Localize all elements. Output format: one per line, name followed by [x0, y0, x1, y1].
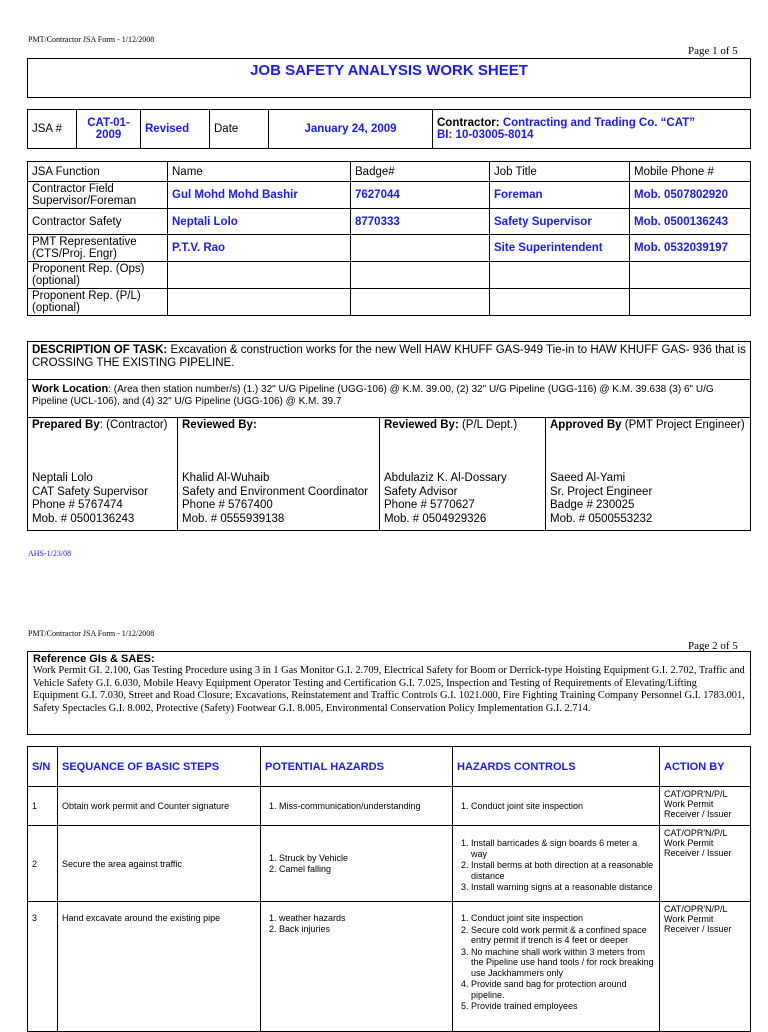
- work-location: [28, 380, 751, 418]
- signoff-phone: Badge # 230025: [550, 499, 635, 511]
- signoff-role: Approved By: [550, 419, 622, 431]
- person-phone: Mob. 0507802920: [630, 182, 751, 209]
- signoff-name: Neptali Lolo: [32, 472, 93, 484]
- date-value: January 24, 2009: [269, 110, 433, 149]
- signoff-role-note: (P/L Dept.): [458, 419, 518, 431]
- table-row: [28, 826, 751, 902]
- contractor-label: Contractor:: [437, 117, 500, 129]
- page-footer: AHS-1/23/08: [28, 549, 72, 558]
- table-row: [28, 289, 751, 316]
- task-text: Excavation & construction works for the new Well HAW KHUFF GAS-949 Tie-in to HAW KHUFF GAS- 936 that is CROSSING THE EXISTING PIPELINE.: [32, 344, 746, 369]
- signoff-mobile: Mob. # 0500136243: [32, 512, 135, 525]
- page-title: JOB SAFETY ANALYSIS WORK SHEET: [250, 62, 528, 79]
- jsa-function: PMT Representative (CTS/Proj. Engr): [28, 235, 168, 262]
- col-header-sn: S/N: [28, 747, 58, 787]
- jsa-function: Proponent Rep. (P/L) (optional): [28, 289, 168, 316]
- table-row: [28, 787, 751, 826]
- jsa-function: Proponent Rep. (Ops) (optional): [28, 262, 168, 289]
- row-controls: [453, 787, 660, 826]
- signoff-reviewed-2: [380, 418, 546, 531]
- row-action: CAT/OPR'N/P/L Work Permit Receiver / Issuer: [660, 902, 751, 1032]
- row-step: Secure the area against traffic: [58, 826, 261, 902]
- task-table: [27, 341, 751, 531]
- jsa-label: JSA #: [28, 110, 77, 149]
- signoff-mobile: Mob. # 0555939138: [182, 512, 285, 525]
- location-label: Work Location: [32, 383, 109, 395]
- signoff-reviewed-1: [178, 418, 380, 531]
- title-box: [27, 58, 751, 98]
- control-item: Provide trained employees: [471, 1001, 578, 1011]
- row-sn: 3: [28, 902, 58, 1032]
- row-step: Obtain work permit and Counter signature: [58, 787, 261, 826]
- row-hazards: [261, 787, 453, 826]
- contractor-value: Contracting and Trading Co. “CAT”: [502, 117, 695, 129]
- table-row: [28, 209, 751, 235]
- person-badge: [351, 235, 490, 262]
- col-header: Mobile Phone #: [630, 162, 751, 182]
- signoff-name: Saeed Al-Yami: [550, 472, 626, 484]
- signoff-name: Abdulaziz K. Al-Dossary: [384, 472, 507, 484]
- page-number: Page 1 of 5: [688, 45, 738, 57]
- person-phone: Mob. 0532039197: [630, 235, 751, 262]
- col-header-steps: SEQUANCE OF BASIC STEPS: [58, 747, 261, 787]
- row-action: CAT/OPR'N/P/L Work Permit Receiver / Issuer: [660, 826, 751, 902]
- bi-value: 10-03005-8014: [455, 129, 534, 141]
- row-sn: 1: [28, 787, 58, 826]
- person-name: Gul Mohd Mohd Bashir: [168, 182, 351, 209]
- person-title: Site Superintendent: [490, 235, 630, 262]
- control-item: No machine shall work within 3 meters from the Pipeline use hand tools / for rock breaking use Jackhammers only: [471, 946, 654, 978]
- control-item: Install barricades & sign boards 6 meter a way: [471, 838, 638, 859]
- control-item: Provide sand bag for protection around pipeline.: [471, 979, 627, 1000]
- person-title: [490, 289, 630, 316]
- person-title: Safety Supervisor: [490, 209, 630, 235]
- table-row: [28, 182, 751, 209]
- control-item: Install warning signs at a reasonable distance: [471, 882, 653, 892]
- jsa-header-table: [27, 109, 751, 149]
- person-name: [168, 262, 351, 289]
- col-header-action: ACTION BY: [660, 747, 751, 787]
- jsa-function: Contractor Field Supervisor/Foreman: [28, 182, 168, 209]
- control-item: Secure cold work permit & a confined space entry permit if trench is 4 feet or deeper: [471, 924, 647, 945]
- row-action: CAT/OPR'N/P/L Work Permit Receiver / Issuer: [660, 787, 751, 826]
- signoff-approved: [546, 418, 751, 531]
- bi-label: BI:: [437, 129, 453, 141]
- col-header: Badge#: [351, 162, 490, 182]
- table-row: [28, 235, 751, 262]
- col-header: Job Title: [490, 162, 630, 182]
- personnel-table: [27, 161, 751, 316]
- date-label: Date: [210, 110, 269, 149]
- reference-title: Reference GIs & SAES:: [33, 653, 155, 665]
- person-name: Neptali Lolo: [168, 209, 351, 235]
- signoff-title: CAT Safety Supervisor: [32, 485, 148, 498]
- signoff-prepared: [28, 418, 178, 531]
- person-phone: [630, 289, 751, 316]
- person-badge: 7627044: [351, 182, 490, 209]
- signoff-title: Safety and Environment Coordinator: [182, 485, 369, 498]
- location-text: : (Area then station number/s) (1.) 32" U/G Pipeline (UGG-106) @ K.M. 39.00, (2) 32" U/G Pipeline (UGG-116) @ K.M. 39.638 (3) 6" U/G Pipeline (UCL-106), and (4) 32" U/G Pipeline (UGG-106) @ K.M. 39.7: [32, 384, 714, 407]
- person-phone: [630, 262, 751, 289]
- signoff-role: Reviewed By:: [182, 419, 257, 431]
- row-controls: [453, 902, 660, 1032]
- signoff-mobile: Mob. # 0500553232: [550, 512, 653, 525]
- signoff-title: Safety Advisor: [384, 485, 458, 498]
- row-sn: 2: [28, 826, 58, 902]
- signoff-role: Reviewed By:: [384, 419, 459, 431]
- hazard-item: Miss-communication/understanding: [279, 800, 421, 811]
- signoff-mobile: Mob. # 0504929326: [384, 512, 487, 525]
- person-badge: [351, 262, 490, 289]
- hazard-item: Struck by Vehicle: [279, 852, 349, 863]
- signoff-role: Prepared By: [32, 419, 100, 431]
- page-number: Page 2 of 5: [688, 640, 738, 652]
- row-hazards: [261, 826, 453, 902]
- control-item: Conduct joint site inspection: [471, 800, 584, 811]
- hazard-item: weather hazards: [279, 913, 346, 923]
- person-badge: 8770333: [351, 209, 490, 235]
- person-name: [168, 289, 351, 316]
- signoff-title: Sr. Project Engineer: [550, 485, 653, 498]
- person-title: [490, 262, 630, 289]
- task-description: [28, 342, 751, 380]
- signoff-phone: Phone # 5770627: [384, 499, 475, 511]
- row-controls: [453, 826, 660, 902]
- control-item: Conduct joint site inspection: [471, 913, 584, 923]
- hazard-item: Camel falling: [279, 863, 332, 874]
- jsa-number: CAT-01-2009: [77, 110, 141, 149]
- table-row: [28, 262, 751, 289]
- col-header: JSA Function: [28, 162, 168, 182]
- person-name: P.T.V. Rao: [168, 235, 351, 262]
- signoff-role-note: (PMT Project Engineer): [621, 419, 745, 431]
- row-hazards: [261, 902, 453, 1032]
- form-id: PMT/Contractor JSA Form - 1/12/2008: [28, 35, 155, 44]
- col-header: Name: [168, 162, 351, 182]
- col-header-hazards: POTENTIAL HAZARDS: [261, 747, 453, 787]
- person-phone: Mob. 0500136243: [630, 209, 751, 235]
- form-id: PMT/Contractor JSA Form - 1/12/2008: [28, 629, 155, 638]
- table-row: [28, 902, 751, 1032]
- task-label: DESCRIPTION OF TASK:: [32, 344, 168, 356]
- hazard-item: Back injuries: [279, 924, 331, 934]
- signoff-name: Khalid Al-Wuhaib: [182, 472, 270, 484]
- signoff-phone: Phone # 5767400: [182, 499, 273, 511]
- revised-label: Revised: [141, 110, 210, 149]
- control-item: Install berms at both direction at a reasonable distance: [471, 860, 654, 881]
- signoff-phone: Phone # 5767474: [32, 499, 123, 511]
- row-step: Hand excavate around the existing pipe: [58, 902, 261, 1032]
- reference-box: [27, 651, 751, 735]
- signoff-role-note: : (Contractor): [99, 419, 168, 431]
- hazard-table: [27, 746, 751, 1032]
- person-title: Foreman: [490, 182, 630, 209]
- reference-text: Work Permit GI. 2.100, Gas Testing Procedure using 3 in 1 Gas Monitor G.I. 2.709, Electrical Safety for Boom or Derrick-type Hoisting Equipment G.I. 2.702, Traffic and Vehicle Safety G.I. 6.030, Mobile Heavy Equipment Operator Testing and Certification G.I. 7.025, Inspection and Testing of Requirements of Elevating/Lifting Equipment G.I. 7.030, Street and Road Closure; Excavations, Reinstatement and Traffic Controls G.I. 1021.000, Fire Fighting Training Company Personnel G.I. 1783.001, Safety Spectacles G.I. 8.002, Protective (Safety) Footwear G.I. 8.005, Environmental Conservation Policy Implementation G.I. 2.714.: [33, 665, 745, 714]
- jsa-function: Contractor Safety: [28, 209, 168, 235]
- col-header-controls: HAZARDS CONTROLS: [453, 747, 660, 787]
- person-badge: [351, 289, 490, 316]
